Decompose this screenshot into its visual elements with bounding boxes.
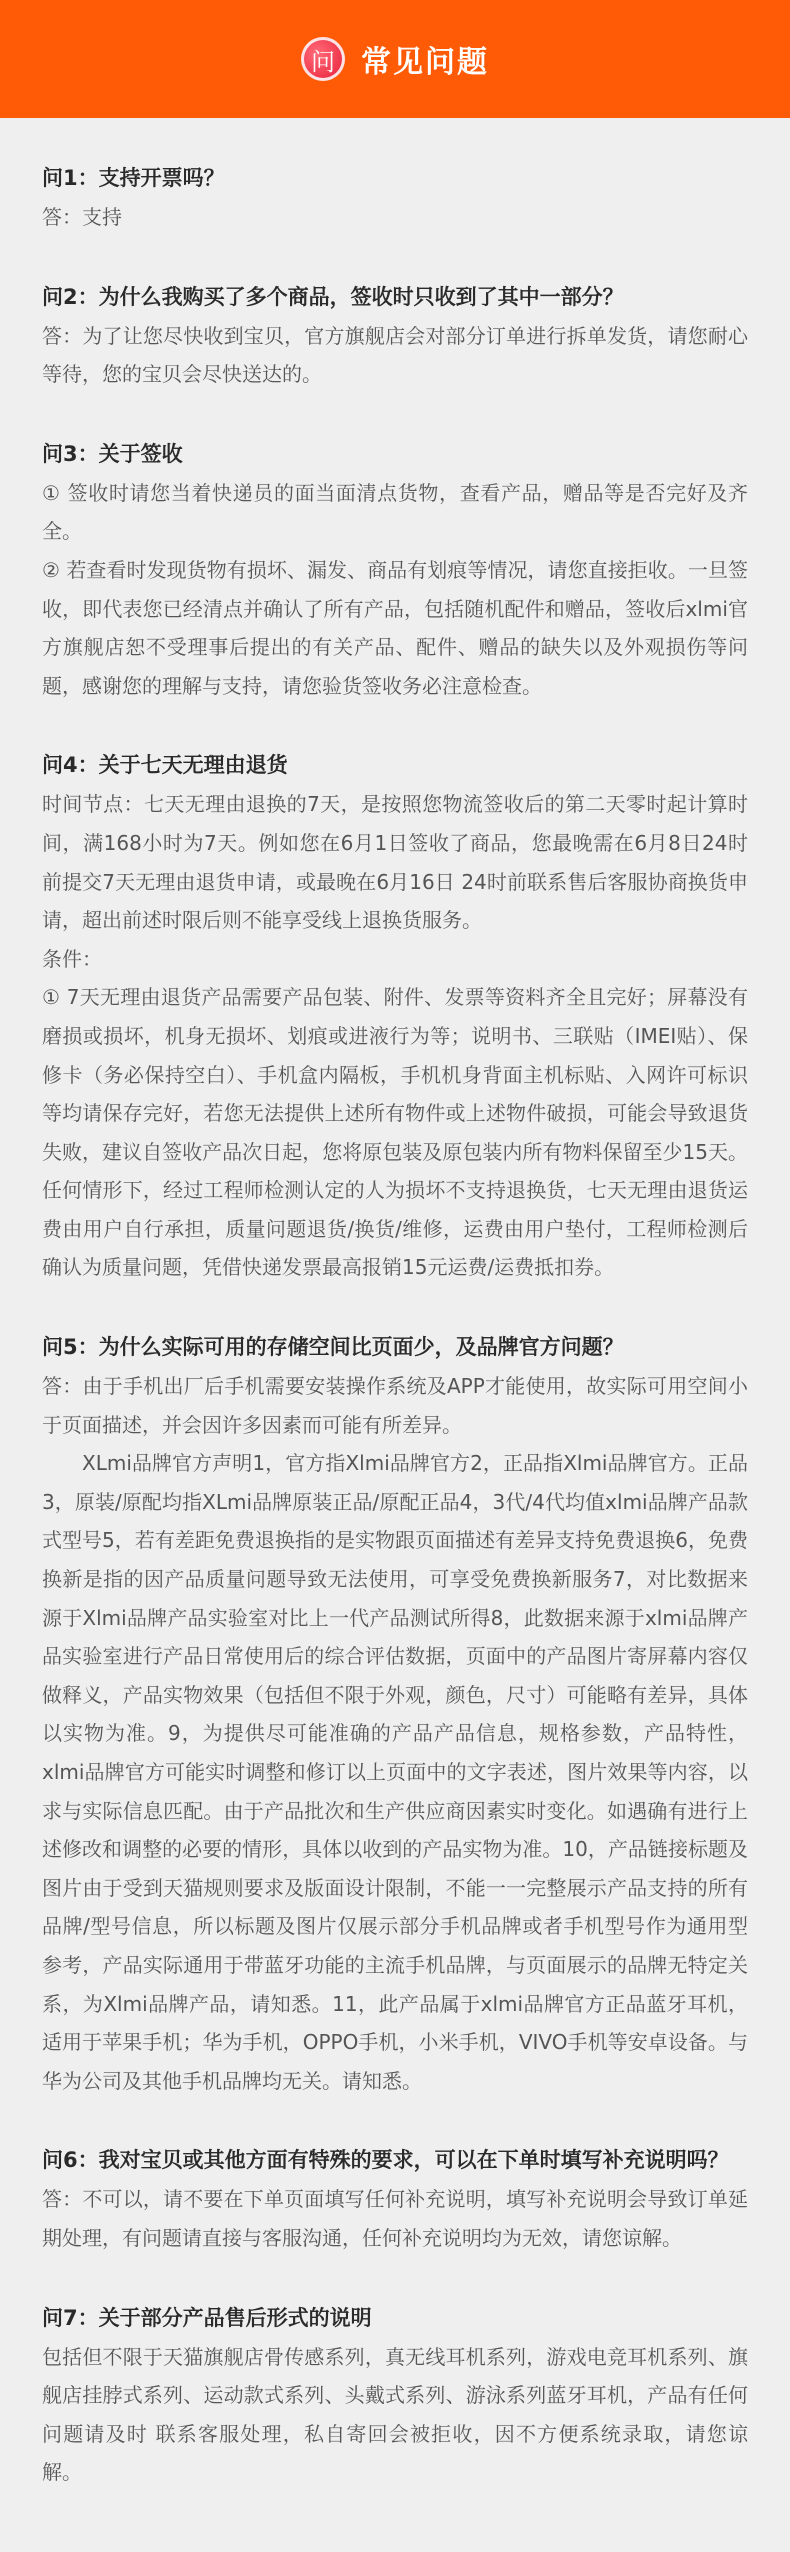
faq-question: 问3：关于签收 bbox=[42, 441, 183, 466]
faq-question: 问1：支持开票吗？ bbox=[42, 166, 225, 190]
faq-item-7 bbox=[42, 2300, 748, 2492]
faq-item-6 bbox=[42, 2142, 748, 2257]
faq-list bbox=[0, 118, 790, 2492]
faq-answer: 时间节点：七天无理由退换的7天，是按照您物流签收后的第二天零时起计算时间，满168小时为7天。例如您在6月1日签收了商品，您最晚需在6月8日24时前提交7天无理由退货申请，或最晚在6月16日 24时前联系售后客服协商换货申请，超出前述时限后则不能享受线上退换货服务。 bbox=[42, 792, 748, 933]
faq-item-5 bbox=[42, 1329, 748, 2100]
faq-answer: 答：支持 bbox=[42, 205, 122, 229]
faq-question: 问6：我对宝贝或其他方面有特殊的要求，可以在下单时填写补充说明吗？ bbox=[42, 2148, 729, 2173]
faq-answer: 答：为了让您尽快收到宝贝，官方旗舰店会对部分订单进行拆单发货，请您耐心等待，您的宝贝会尽快送达的。 bbox=[42, 323, 748, 387]
faq-answer: ① 7天无理由退货产品需要产品包装、附件、发票等资料齐全且完好；屏幕没有磨损或损坏，机身无损坏、划痕或进液行为等；说明书、三联贴（IMEI贴）、保修卡（务必保持空白）、手机盒内隔板，手机机身背面主机标贴、入网许可标识等均请保存完好，若您无法提供上述所有物件或上述物件破损，可能会导致退货失败，建议自签收产品次日起，您将原包装及原包装内所有物料保留至少15天。任何情形下，经过工程师检测认定的人为损坏不支持退换货，七天无理由退货运费由用户自行承担，质量问题退货/换货/维修，运费由用户垫付，工程师检测后确认为质量问题，凭借快递发票最高报销15元运费/运费抵扣券。 bbox=[42, 985, 748, 1280]
page-header bbox=[0, 0, 790, 118]
faq-item-4 bbox=[42, 747, 748, 1287]
question-logo-icon: 问 bbox=[301, 37, 345, 81]
faq-question: 问7：关于部分产品售后形式的说明 bbox=[42, 2305, 372, 2330]
faq-answer: 答：不可以，请不要在下单页面填写任何补充说明，填写补充说明会导致订单延期处理，有问题请直接与客服沟通，任何补充说明均为无效，请您谅解。 bbox=[42, 2187, 748, 2250]
faq-question: 问5：为什么实际可用的存储空间比页面少，及品牌官方问题？ bbox=[42, 1335, 624, 1360]
page-title: 常见问题 bbox=[361, 45, 489, 80]
faq-answer: ① 签收时请您当着快递员的面当面清点货物，查看产品，赠品等是否完好及齐全。 bbox=[42, 480, 748, 544]
faq-answer: 条件： bbox=[42, 946, 102, 971]
faq-question: 问4：关于七天无理由退货 bbox=[42, 753, 288, 778]
faq-answer: XLmi品牌官方声明1，官方指Xlmi品牌官方2，正品指Xlmi品牌官方。正品3，原装/原配均指XLmi品牌原装正品/原配正品4，3代/4代均值xlmi品牌产品款式型号5，若有差距免费退换指的是实物跟页面描述有差异支持免费退换6，免费换新是指的因产品质量问题导致无法使用，可享受免费换新服务7，对比数据来源于Xlmi品牌产品实验室对比上一代产品测试所得8，此数据来源于xlmi品牌产品实验室进行产品日常使用后的综合评估数据，页面中的产品图片寄屏幕内容仅做释义，产品实物效果（包括但不限于外观，颜色，尺寸）可能略有差异，具体以实物为准。9，为提供尽可能准确的产品产品信息，规格参数，产品特性，xlmi品牌官方可能实时调整和修订以上页面中的文字表述，图片效果等内容，以求与实际信息匹配。由于产品批次和生产供应商因素实时变化。如遇确有进行上述修改和调整的必要的情形，具体以收到的产品实物为准。10，产品链接标题及图片由于受到天猫规则要求及版面设计限制，不能一一完整展示产品支持的所有品牌/型号信息，所以标题及图片仅展示部分手机品牌或者手机型号作为通用型参考，产品实际通用于带蓝牙功能的主流手机品牌，与页面展示的品牌无特定关系，为Xlmi品牌产品，请知悉。11，此产品属于xlmi品牌官方正品蓝牙耳机，适用于苹果手机；华为手机，OPPO手机，小米手机，VIVO手机等安卓设备。与华为公司及其他手机品牌均无关。请知悉。 bbox=[42, 1451, 748, 2093]
faq-item-1 bbox=[42, 160, 748, 237]
faq-item-2 bbox=[42, 279, 748, 394]
faq-answer: 答：由于手机出厂后手机需要安装操作系统及APP才能使用，故实际可用空间小于页面描述，并会因许多因素而可能有所差异。 bbox=[42, 1374, 748, 1437]
faq-question: 问2：为什么我购买了多个商品，签收时只收到了其中一部分？ bbox=[42, 284, 624, 309]
faq-answer: ② 若查看时发现货物有损坏、漏发、商品有划痕等情况，请您直接拒收。一旦签收，即代表您已经清点并确认了所有产品，包括随机配件和赠品，签收后xlmi官方旗舰店恕不受理事后提出的有关产品、配件、赠品的缺失以及外观损伤等问题，感谢您的理解与支持，请您验货签收务必注意检查。 bbox=[42, 557, 748, 698]
faq-item-3 bbox=[42, 436, 748, 706]
faq-answer: 包括但不限于天猫旗舰店骨传感系列，真无线耳机系列，游戏电竞耳机系列、旗舰店挂脖式系列、运动款式系列、头戴式系列、游泳系列蓝牙耳机，产品有任何问题请及时 联系客服处理，私自寄回会被拒收，因不方便系统录取，请您谅解。 bbox=[42, 2344, 748, 2485]
